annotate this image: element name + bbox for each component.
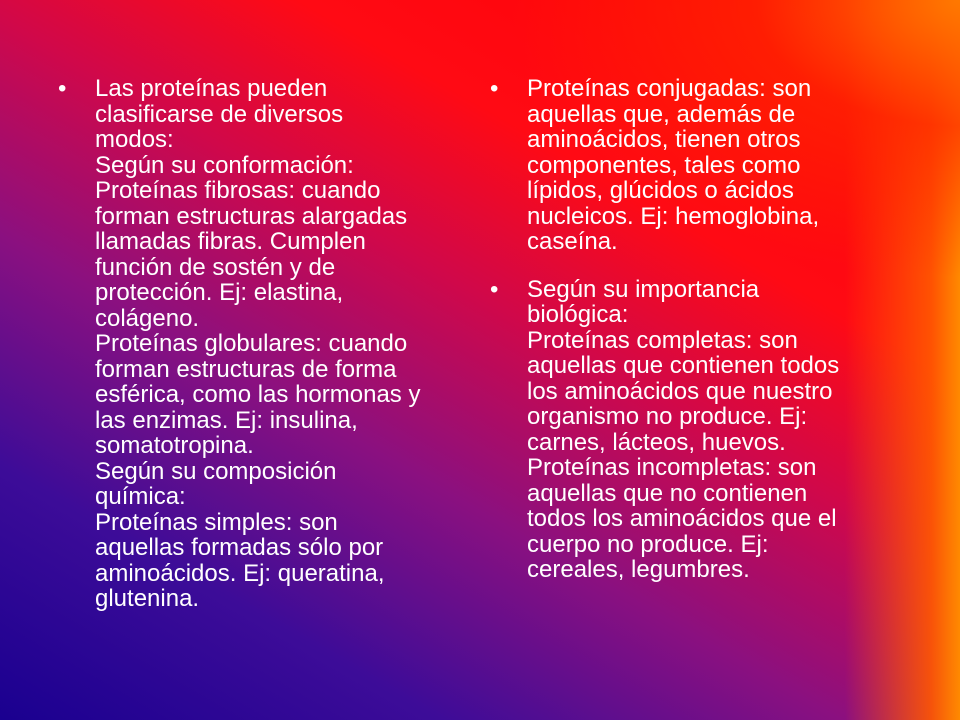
- text-line: aminoácidos, tienen otros: [527, 126, 801, 153]
- text-line: Proteínas incompletas: son: [527, 454, 817, 481]
- bullet-marker: •: [490, 275, 499, 303]
- text-line: Proteínas simples: son: [95, 508, 338, 536]
- text-line: carnes, lácteos, huevos.: [527, 428, 786, 456]
- text-line: cereales, legumbres.: [527, 556, 750, 583]
- text-line: aquellas que contienen todos: [527, 352, 840, 379]
- text-line: aquellas que no contienen: [527, 479, 808, 507]
- text-line: las enzimas. Ej: insulina,: [95, 406, 358, 434]
- text-line: Según su composición: [95, 457, 337, 485]
- text-line: clasificarse de diversos: [95, 100, 344, 128]
- text-line: todos los aminoácidos que el: [527, 505, 837, 532]
- text-line: somatotropina.: [95, 432, 254, 459]
- text-line: Según su conformación:: [95, 151, 354, 179]
- text-line: aquellas formadas sólo por: [95, 534, 384, 561]
- text-line: llamadas fibras. Cumplen: [95, 228, 366, 255]
- text-line: colágeno.: [95, 304, 200, 332]
- text-line: nucleicos. Ej: hemoglobina,: [527, 202, 820, 230]
- text-line: componentes, tales como: [527, 151, 801, 179]
- text-line: química:: [95, 483, 186, 510]
- text-line: glutenina.: [95, 585, 200, 612]
- text-line: Las proteínas pueden: [95, 75, 328, 102]
- bullet-item: [490, 76, 890, 255]
- text-line: caseína.: [527, 228, 618, 255]
- bullet-text: [95, 76, 466, 612]
- text-line: aminoácidos. Ej: queratina,: [95, 559, 385, 587]
- text-line: Proteínas globulares: cuando: [95, 330, 408, 357]
- text-line: Según su importancia: [527, 275, 760, 303]
- text-line: biológica:: [527, 301, 629, 328]
- text-line: organismo no produce. Ej:: [527, 403, 808, 430]
- item-spacer: [490, 255, 890, 277]
- text-line: forman estructuras alargadas: [95, 202, 408, 230]
- right-column: [490, 76, 890, 583]
- text-line: los aminoácidos que nuestro: [527, 377, 833, 405]
- bullet-item: [490, 277, 890, 583]
- text-line: esférica, como las hormonas y: [95, 381, 421, 408]
- bullet-text: [527, 277, 890, 583]
- text-line: modos:: [95, 126, 174, 153]
- text-line: forman estructuras de forma: [95, 355, 397, 383]
- bullet-marker: •: [58, 75, 67, 102]
- bullet-marker: •: [490, 75, 499, 102]
- text-line: protección. Ej: elastina,: [95, 279, 344, 306]
- text-line: cuerpo no produce. Ej:: [527, 530, 769, 558]
- text-line: lípidos, glúcidos o ácidos: [527, 177, 794, 204]
- left-column: [58, 76, 466, 612]
- bullet-item: [58, 76, 466, 612]
- text-line: Proteínas completas: son: [527, 326, 798, 354]
- text-line: Proteínas fibrosas: cuando: [95, 177, 381, 204]
- text-line: función de sostén y de: [95, 253, 336, 281]
- text-line: Proteínas conjugadas: son: [527, 75, 812, 102]
- bullet-text: [527, 76, 890, 255]
- text-line: aquellas que, además de: [527, 100, 796, 128]
